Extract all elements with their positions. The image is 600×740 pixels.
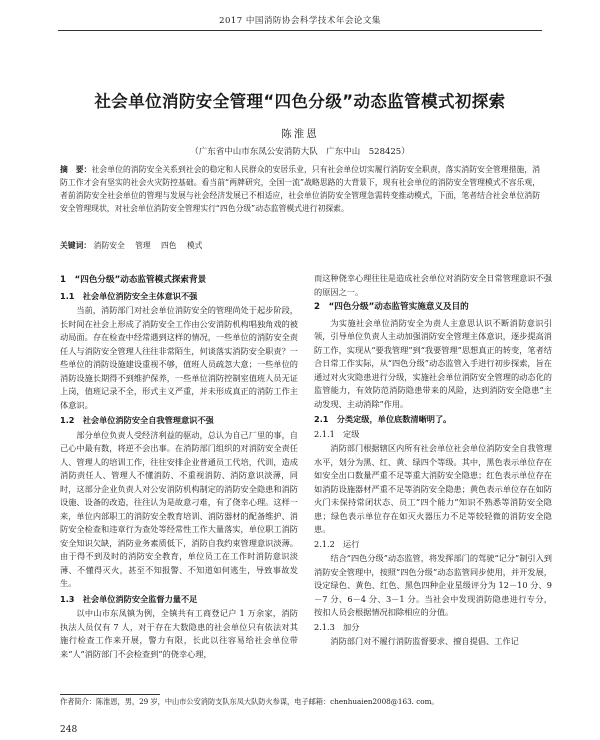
subsubsection-heading: 2.1.3 加分 (314, 621, 360, 632)
subsection-heading: 2.1 分类定级，单位底数清晰明了。 (314, 414, 452, 424)
paragraph: 部分单位负责人受经济利益的驱动，总认为自己厂里的事，自己心中最有数，将逆不会出事。在消防部门组织的对消防安全责任人、管理人的培训工作，往往安排企业普通员工代培，代训，造成消防责任人、管理人不懂消防、不重视消防、消防意识淡薄，同时，这部分企业负责人对公安消防机构制定的消防安全隐患和消防设施、设备的改造，往往认为是故意刁难，有了侥幸心理。这样一来，单位内部职工的消防安全教育培训、消防器材的配备维护、消防安全检查和违章行为查处等经常性工作大量落实，单位职工消防安全知识欠缺，消防业务素质低下，消防自我约束管理意识淡薄。由于得不到及时的消防安全教育，单位员工在工作时消防意识淡薄、不懂得灭火，甚至不知报警、不知道如何逃生，导致事故发生。 (60, 429, 298, 588)
page-number: 248 (60, 725, 78, 735)
paragraph: 以中山市东凤镇为例，全镇共有工商登记户 1 万余家，消防执法人员仅有 7 人，对于存在大数隐患的社会单位只有依法对其施行检查工作来开展，警力有限，长此以往容易给社会单位带来“人”消防部门不会检查到”的侥幸心理， (60, 608, 298, 659)
paragraph: 为实施社会单位消防安全为责人主意思认识不断消防意识引领，引导单位负责人主动加强消防安全管理主体意识，逐步提高消防工作，实现从“要我管理”到“我要管理”思想真正的转变，笔者结合日常工作实际，从“四色分级”动态监管入手进行初步探索，旨在通过对火灾隐患进行分级，实施社会单位消防安全管理的动态化的监管能力，有效防范消防隐患带来的风险，达到消防安全隐患“主动发现、主动消除”作用。 (314, 317, 552, 409)
paragraph: 结合“四色分级”动态监管，将发挥部门的驾驶“记分”制引入到消防安全管理中，按照“四色分级”动态监管同步使用，并开发展，设定绿色、黄色、红色、黑色四种企业星级评分为 12－10 分、9－7 分、6－4 分、3－1 分。当社会中发现消防隐患进行专分，按扣人员会根据情况扣除相应的分值。 (314, 553, 552, 617)
section-heading: 2 “四色分级”动态监管实施意义及目的 (314, 302, 469, 312)
keyword: 消防安全 (93, 241, 125, 250)
paragraph: 而这种侥幸心理往往是造成社会单位对消防安全日常管理意识不强的原因之一。 (314, 273, 552, 297)
author-name: 陈淮恩 (281, 128, 319, 140)
keywords (60, 240, 540, 251)
abstract-text: 社会单位的消防安全关系到社会的稳定和人民群众的安居乐业，只有社会单位切实履行消防安全职责，落实消防安全管理措施，消防工作才会有坚实的社会火灾防控基础。看当前“两牌研究，全国一流”战略思路的大背景下，现有社会单位的消防安全管理模式不容乐观，者前消防安全社会单位的管理与发展与社会经济发展已不相适应，社会单位消防安全管理急需转变推动模式，下面，笔者结合社会单位消防安全管理现状，对社会单位消防安全管理实行“四色分级”动态监管模式进行初探索。 (60, 165, 540, 213)
subsection-heading: 1.1 社会单位消防安全主体意识不强 (60, 290, 198, 301)
author-footnote: 作者简介：陈淮恩，男，29 岁，中山市公安消防支队东凤大队防火参谋，电子邮箱：chenhuaien2008@163. com。 (60, 697, 439, 706)
left-column (60, 272, 298, 661)
subsubsection-heading: 2.1.2 运行 (314, 538, 360, 549)
author-affiliation: （广东省中山市东凤公安消防大队 广东中山 528425） (190, 147, 410, 157)
right-column (314, 272, 552, 649)
subsection-heading: 1.3 社会单位消防安全监督力量不足 (60, 593, 198, 604)
section-heading: 1 “四色分级”动态监管模式探索背景 (60, 275, 207, 285)
paragraph: 消防部门根据辖区内所有社会单位社会单位消防安全自我管理水平，划分为黑、红、黄、绿四个等级。其中，黑色表示单位存在如安全出口数量严重不足等重大消防安全隐患；红色表示单位存在如消防设施器材严重不足等消防安全隐患；黄色表示单位存在如防火门未保持常闭状态、员工“四个能力”知识不熟悉等消防安全隐患；绿色表示单位存在如灭火器压力不足等较轻微的消防安全隐患。 (314, 443, 552, 534)
abstract (60, 163, 540, 215)
paragraph: 当前，消防部门对社会单位消防安全的管理尚处于起步阶段，长时间在社会上形成了消防安全工作由公安消防机构唱独角戏的被动局面。存在检查中经常遇到这样的情况，一些单位的消防安全责任人与消防安全管理人往往非常陌生，何谈落实消防安全职责？一些单位的消防设施建设重视不够，值班人员疏忽大意；一些单位的消防设施长期得不到维护保养，一些单位消防控制室值班人员无证上岗，值班记录不全，形式主义严重，并未形成真正的消防工作主体意识。 (60, 305, 298, 410)
keyword: 模式 (186, 241, 203, 250)
keywords-label: 关键词： (60, 241, 92, 250)
abstract-label: 摘 要： (60, 165, 92, 174)
subsection-heading: 1.2 社会单位消防安全自我管理意识不强 (60, 415, 214, 425)
keyword: 四色 (161, 241, 177, 250)
header-rule (58, 30, 542, 31)
subsubsection-heading: 2.1.1 定级 (314, 428, 360, 439)
paper-title: 社会单位消防安全管理“四色分级”动态监管模式初探索 (94, 92, 506, 111)
footnote-rule (60, 694, 160, 695)
keyword: 管理 (135, 241, 151, 250)
running-header: 2017 中国消防协会科学技术年会论文集 (219, 16, 381, 26)
paragraph: 消防部门对不履行消防监督要求、擅自提倡、工作记 (330, 636, 519, 646)
